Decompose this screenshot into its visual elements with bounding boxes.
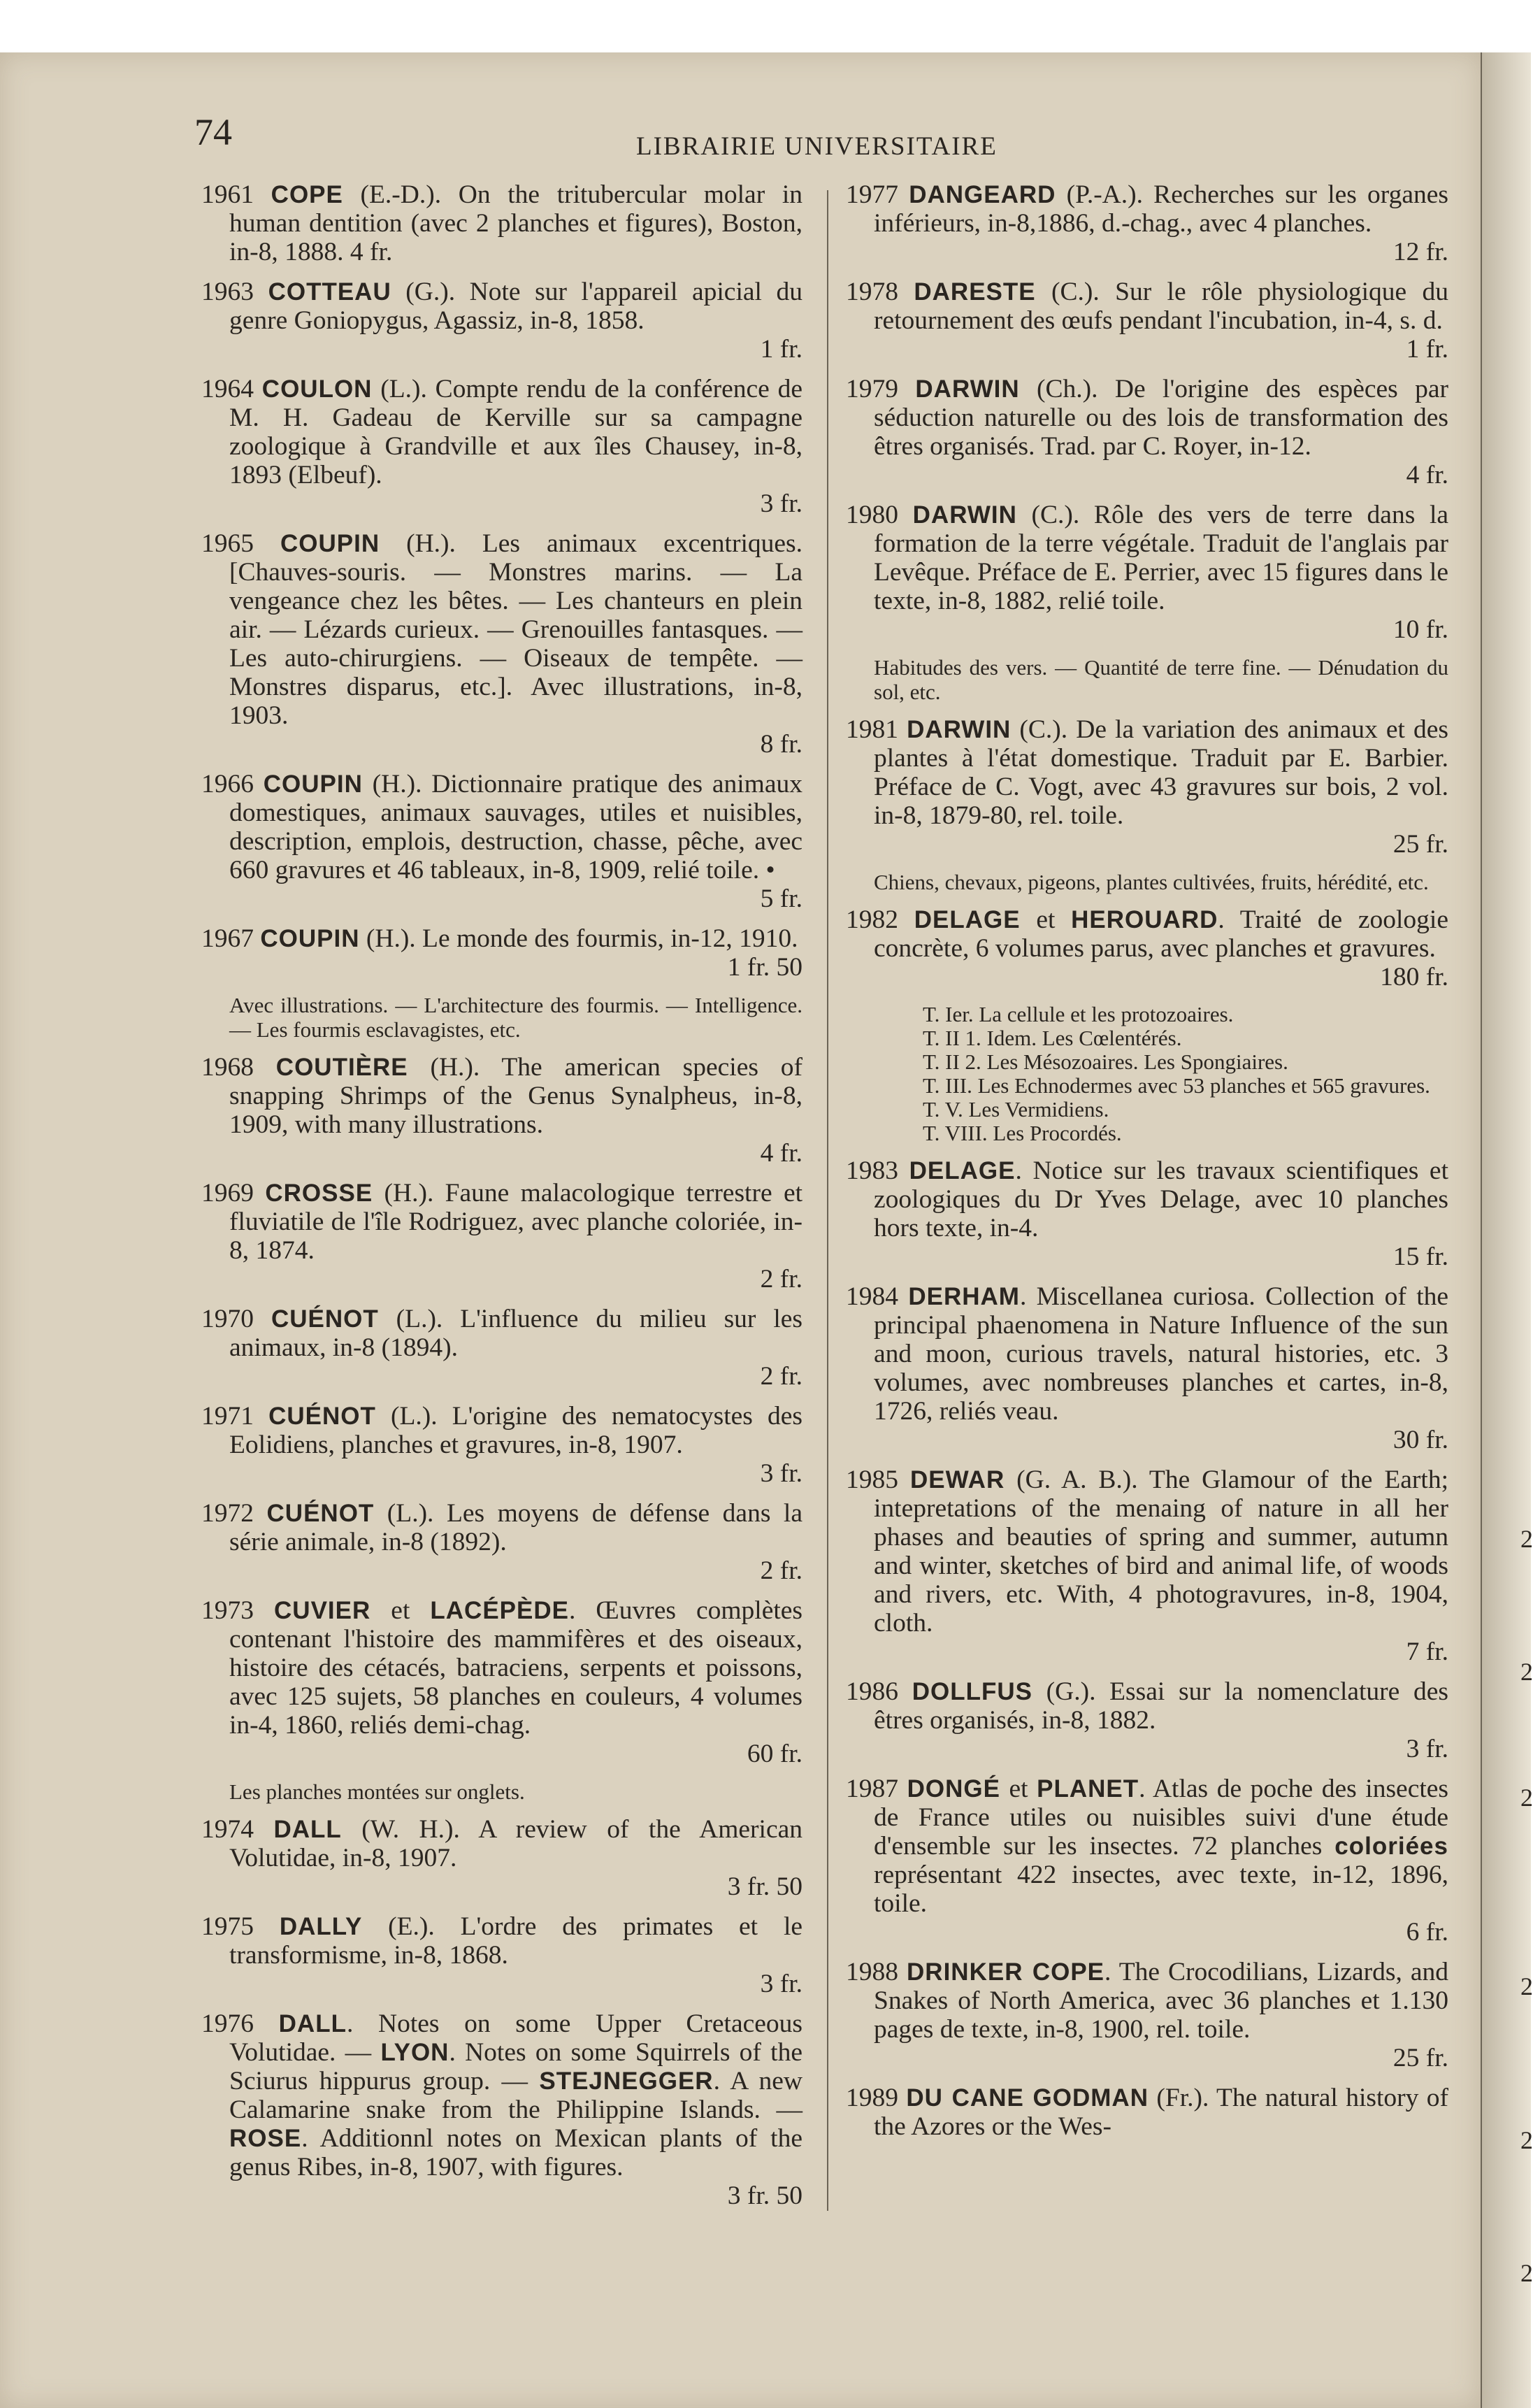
catalog-entry (846, 278, 1448, 364)
entry-price: 3 fr. (760, 489, 803, 518)
catalog-entry (201, 375, 803, 518)
entry-price: 2 fr. (760, 1556, 803, 1585)
catalog-entry (846, 501, 1448, 644)
entry-price: 3 fr. (760, 1459, 803, 1488)
entry-number: 1986 (846, 1677, 912, 1706)
entry-number: 1963 (201, 278, 268, 306)
entry-price: 4 fr. (1406, 461, 1448, 489)
catalog-entry (201, 770, 803, 913)
entry-text-2: . Notes on some Squirrels of the Sciurus hippurus group. — (229, 2038, 803, 2095)
entry-text-4: . Additionnl notes on Mexican plants of the genus Ribes, in-8, 1907, with figures. (229, 2124, 803, 2181)
entry-price: 25 fr. (1392, 2044, 1448, 2072)
entry-text: (H.). Le monde des fourmis, in-12, 1910. (359, 924, 798, 953)
catalog-entry (846, 375, 1448, 489)
catalog-entry (846, 715, 1448, 859)
entry-number: 1968 (201, 1053, 276, 1082)
entry-text: (C.). De la variation des animaux et des plantes à l'état domestique. Traduit par E. Barbier. Préface de C. Vogt, avec 43 gravures sur bois, 2 vol. in-8, 1879-80, rel. toile. (874, 715, 1448, 830)
entry-number: 1970 (201, 1305, 271, 1333)
facing-page-digit: 2 (1520, 1658, 1533, 1686)
entry-number: 1961 (201, 180, 271, 209)
catalog-entry (846, 1958, 1448, 2072)
running-head: LIBRAIRIE UNIVERSITAIRE (636, 132, 998, 161)
entry-text: (L.). L'origine des nematocystes des Eolidiens, planches et gravures, in-8, 1907. (229, 1402, 803, 1459)
entry-text: (G.). Essai sur la nomenclature des êtres organisés, in-8, 1882. (874, 1677, 1448, 1735)
page-gutter (1481, 52, 1482, 2408)
right-column (846, 180, 1448, 2152)
entry-text: (C.). Rôle des vers de terre dans la formation de la terre végétale. Traduit de l'anglais par Levêque. Préface de E. Perrier, avec 15 figures dans le texte, in-8, 1882, relié toile. (874, 501, 1449, 615)
entry-author: DERHAM (908, 1283, 1020, 1310)
entry-text: (H.). Les animaux excentriques. [Chauves-souris. — Monstres marins. — La vengeance chez les bêtes. — Les chanteurs en plein air. — Lézards curieux. — Grenouilles fantasques. — Les auto-chirurgiens. — Oiseaux de tempête. — Monstres disparus, etc.]. Avec illustrations, in-8, 1903. (229, 529, 803, 730)
catalog-entry (846, 905, 1448, 991)
entry-text: . Atlas de poche des insectes de France utiles ou nuisibles suivi d'une étude d'ensemble sur les insectes. 72 planches (874, 1775, 1448, 1861)
catalog-entry (201, 2009, 803, 2210)
facing-page-digit: 2 (1520, 1972, 1533, 2000)
entry-author: COUPIN (263, 771, 363, 798)
entry-author: COTTEAU (268, 278, 391, 306)
entry-number: 1987 (846, 1775, 907, 1803)
entry-author: DARESTE (914, 278, 1036, 306)
entry-number: 1972 (201, 1499, 267, 1528)
entry-author: DARWIN (907, 716, 1012, 743)
catalog-entry (201, 1596, 803, 1768)
entry-coauthor: PLANET (1037, 1775, 1139, 1803)
entry-number: 1979 (846, 375, 916, 403)
entry-number: 1984 (846, 1282, 909, 1311)
facing-page-digit: 2 (1520, 2126, 1533, 2154)
facing-page-digit: 2 (1520, 2259, 1533, 2287)
entry-author: DARWIN (912, 501, 1017, 529)
catalog-entry (846, 1156, 1448, 1271)
entry-joiner: et (1020, 905, 1072, 934)
entry-number: 1975 (201, 1912, 280, 1941)
entry-price: 10 fr. (1392, 615, 1448, 644)
entry-author-4: ROSE (229, 2125, 302, 2152)
entry-text: . Œuvres complètes contenant l'histoire des mammifères et des oiseaux, histoire des cétacés, batraciens, serpents et poissons, avec 125 sujets, 58 planches en couleurs, 4 volumes in-4, 1860, reliés demi-chag. (229, 1596, 803, 1740)
entry-author: CROSSE (265, 1180, 373, 1207)
entry-text: (G. A. B.). The Glamour of the Earth; intepretations of the menaing of nature in all her phases and beauties of spring and summer, autumn and winter, sketches of bird and animal life, of woods and rivers, etc. With, 4 photogravures, in-8, 1904, cloth. (874, 1465, 1448, 1637)
entry-price: 1 fr. (1406, 335, 1448, 364)
entry-price: 3 fr. 50 (727, 1872, 803, 1901)
entry-number: 1971 (201, 1402, 269, 1431)
entry-number: 1966 (201, 770, 264, 798)
entry-text-2: représentant 422 insectes, avec texte, in-12, 1896, toile. (874, 1861, 1448, 1918)
entry-text: . Notes on some Upper Cretaceous Volutidae. — (229, 2009, 803, 2067)
entry-author: DARWIN (915, 375, 1020, 403)
catalog-entry (201, 1402, 803, 1488)
entry-price: 25 fr. (1392, 830, 1448, 859)
entry-price: 2 fr. (760, 1265, 803, 1293)
volume-item: T. Ier. La cellule et les protozoaires. (923, 1002, 1234, 1026)
entry-text: (E.-D.). On the tritubercular molar in human dentition (avec 2 planches et figures), Boston, in-8, 1888. 4 fr. (229, 180, 803, 266)
entry-note: Habitudes des vers. — Quantité de terre fine. — Dénudation du sol, etc. (874, 655, 1448, 704)
entry-text: . Notice sur les travaux scientifiques et zoologiques du Dr Yves Delage, avec 10 planches hors texte, in-4. (874, 1156, 1448, 1242)
entry-author: DU CANE GODMAN (906, 2084, 1149, 2112)
entry-author: COULON (261, 375, 373, 403)
entry-author: DANGEARD (909, 181, 1056, 208)
entry-text: (Fr.). The natural history of the Azores or the Wes- (874, 2084, 1448, 2141)
entry-author: DALL (273, 1816, 342, 1843)
entry-price: 3 fr. (1406, 1735, 1448, 1763)
entry-number: 1981 (846, 715, 907, 744)
entry-text: (G.). Note sur l'appareil apicial du genre Goniopygus, Agassiz, in-8, 1858. (229, 278, 803, 335)
left-column (201, 180, 803, 2221)
entry-text: (L.). Compte rendu de la conférence de M. H. Gadeau de Kerville sur sa campagne zoologique à Grandville et aux îles Chausey, in-8, 1893 (Elbeuf). (229, 375, 803, 489)
entry-number: 1982 (846, 905, 914, 934)
entry-author: CUÉNOT (271, 1305, 379, 1333)
entry-author: DALLY (279, 1913, 363, 1940)
catalog-entry (201, 278, 803, 364)
entry-author: DEWAR (909, 1466, 1005, 1493)
entry-author: DOLLFUS (912, 1678, 1032, 1705)
entry-price: 30 fr. (1392, 1426, 1448, 1454)
entry-price: 3 fr. 50 (727, 2181, 803, 2210)
entry-price: 12 fr. (1392, 238, 1448, 266)
catalog-entry (201, 1053, 803, 1168)
entry-author: CUÉNOT (266, 1500, 375, 1527)
entry-number: 1989 (846, 2084, 907, 2112)
entry-coauthor: HEROUARD (1071, 906, 1218, 933)
entry-text: (E.). L'ordre des primates et le transformisme, in-8, 1868. (229, 1912, 803, 1970)
entry-price: 180 fr. (1380, 963, 1448, 991)
volume-list (846, 1003, 1448, 1145)
entry-text: (P.-A.). Recherches sur les organes inférieurs, in-8,1886, d.-chag., avec 4 planches. (874, 180, 1449, 238)
entry-number: 1980 (846, 501, 913, 529)
catalog-entry (201, 1499, 803, 1585)
entry-note: Les planches montées sur onglets. (229, 1779, 525, 1804)
page-number: 74 (194, 111, 232, 153)
entry-author: COUPIN (260, 925, 360, 952)
entry-author-2: LYON (380, 2039, 449, 2066)
entry-note: Avec illustrations. — L'architecture des fourmis. — Intelligence. — Les fourmis esclavagistes, etc. (229, 993, 803, 1042)
entry-number: 1967 (201, 924, 261, 953)
entry-emphasis: coloriées (1334, 1833, 1448, 1860)
facing-page-digit: 2 (1520, 1784, 1533, 1812)
catalog-entry (846, 1465, 1448, 1666)
entry-price: 4 fr. (760, 1139, 803, 1168)
entry-author: CUVIER (274, 1597, 371, 1624)
catalog-entry (846, 1282, 1448, 1454)
entry-number: 1974 (201, 1815, 274, 1844)
entry-price: 15 fr. (1392, 1242, 1448, 1271)
entry-author: CUÉNOT (268, 1403, 376, 1430)
catalog-entry (201, 1305, 803, 1391)
catalog-entry (201, 1815, 803, 1901)
volume-item: T. VIII. Les Procordés. (923, 1121, 1122, 1145)
entry-text: (L.). Les moyens de défense dans la série animale, in-8 (1892). (229, 1499, 803, 1556)
entry-price: 7 fr. (1406, 1637, 1448, 1666)
entry-number: 1964 (201, 375, 262, 403)
entry-number: 1988 (846, 1958, 907, 1986)
entry-text: (C.). Sur le rôle physiologique du retournement des œufs pendant l'incubation, in-4, s. d. (874, 278, 1448, 335)
entry-number: 1976 (201, 2009, 279, 2038)
entry-price: 8 fr. (760, 730, 803, 759)
entry-number: 1965 (201, 529, 280, 558)
catalog-entry (846, 1677, 1448, 1763)
entry-text: (H.). Dictionnaire pratique des animaux domestiques, animaux sauvages, utiles et nuisibles, description, emplois, destruction, chasse, pêche, avec 660 gravures et 46 tableaux, in-8, 1909, relié toile. • (229, 770, 803, 884)
entry-author: DELAGE (914, 906, 1021, 933)
entry-text: . Miscellanea curiosa. Collection of the principal phaenomena in Nature Influence of the sun and moon, curious travels, natural histories, etc. 3 volumes, avec nombreuses planches et cartes, in-8, 1726, reliés veau. (874, 1282, 1449, 1426)
catalog-entry (201, 924, 803, 982)
entry-number: 1977 (846, 180, 909, 209)
entry-number: 1973 (201, 1596, 275, 1625)
facing-page-digit: 2 (1520, 1525, 1533, 1553)
facing-page-marks (1520, 0, 1531, 2408)
entry-text-3: . A new Calamarine snake from the Philippine Islands. — (229, 2067, 803, 2124)
entry-text: (H.). Faune malacologique terrestre et fluviatile de l'île Rodriguez, avec planche coloriée, in-8, 1874. (229, 1179, 803, 1265)
entry-joiner: et (370, 1596, 431, 1625)
column-divider (827, 190, 828, 2211)
catalog-entry (846, 1775, 1448, 1947)
catalog-entry (846, 2084, 1448, 2141)
catalog-entry (201, 1179, 803, 1293)
entry-author: COUPIN (280, 530, 380, 557)
entry-note: Chiens, chevaux, pigeons, plantes cultivées, fruits, hérédité, etc. (874, 870, 1429, 894)
entry-price: 3 fr. (760, 1970, 803, 1998)
entry-author: DONGÉ (907, 1775, 1000, 1803)
entry-author: DALL (278, 2010, 347, 2037)
entry-text: (H.). The american species of snapping Shrimps of the Genus Synalpheus, in-8, 1909, with many illustrations. (229, 1053, 803, 1139)
volume-item: T. II 2. Les Mésozoaires. Les Spongiaires. (923, 1049, 1288, 1074)
entry-number: 1983 (846, 1156, 909, 1185)
entry-author-3: STEJNEGGER (539, 2067, 714, 2095)
volume-item: T. V. Les Vermidiens. (923, 1097, 1109, 1121)
catalog-entry (201, 529, 803, 759)
entry-text: (Ch.). De l'origine des espèces par séduction naturelle ou des lois de transformation des êtres organisés. Trad. par C. Royer, in-12. (874, 375, 1449, 461)
entry-text: . Traité de zoologie concrète, 6 volumes parus, avec planches et gravures. (874, 905, 1448, 963)
catalog-entry (846, 180, 1448, 266)
entry-price: 6 fr. (1406, 1918, 1448, 1947)
entry-author: DELAGE (909, 1157, 1016, 1184)
entry-price: 2 fr. (760, 1362, 803, 1391)
entry-price: 1 fr. 50 (727, 953, 803, 982)
entry-number: 1985 (846, 1465, 910, 1494)
entry-text: (L.). L'influence du milieu sur les animaux, in-8 (1894). (229, 1305, 803, 1362)
entry-number: 1969 (201, 1179, 266, 1207)
entry-price: 1 fr. (760, 335, 803, 364)
entry-coauthor: LACÉPÈDE (430, 1597, 569, 1624)
volume-item: T. II 1. Idem. Les Cœlentérés. (923, 1026, 1182, 1050)
entry-price: 60 fr. (747, 1740, 803, 1768)
catalog-entry (201, 180, 803, 266)
entry-author: COPE (271, 181, 343, 208)
entry-price: 5 fr. (760, 884, 803, 913)
entry-text: . The Crocodilians, Lizards, and Snakes of North America, avec 36 planches et 1.130 pages de texte, in-8, 1900, rel. toile. (874, 1958, 1449, 2044)
entry-text: (W. H.). A review of the American Volutidae, in-8, 1907. (229, 1815, 803, 1872)
entry-author: DRINKER COPE (907, 1958, 1105, 1986)
entry-author: COUTIÈRE (275, 1054, 408, 1081)
entry-number: 1978 (846, 278, 914, 306)
entry-joiner: et (1000, 1775, 1037, 1803)
catalog-entry (201, 1912, 803, 1998)
volume-item: T. III. Les Echnodermes avec 53 planches et 565 gravures. (923, 1073, 1430, 1098)
